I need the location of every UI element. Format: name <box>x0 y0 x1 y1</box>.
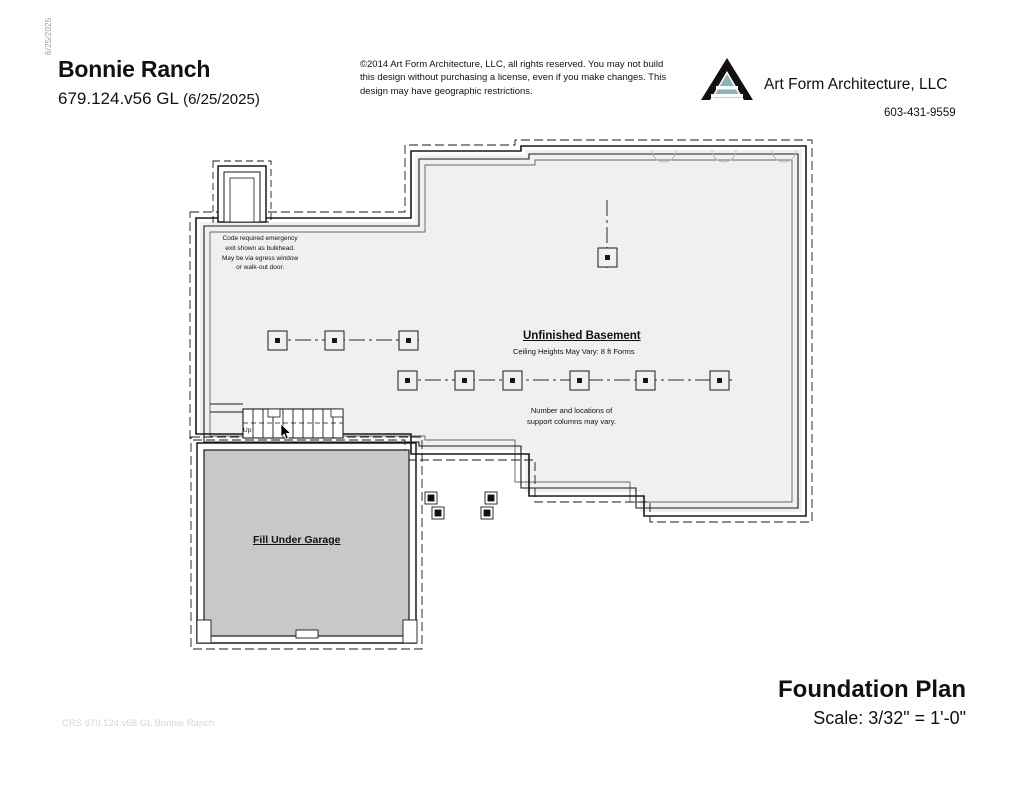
stair-direction-label: Up <box>243 427 252 434</box>
vertical-date-stamp: 6/25/2025 <box>44 17 53 55</box>
pier-footings <box>425 492 497 519</box>
project-number: 679.124.v56 GL <box>58 89 179 109</box>
project-date: (6/25/2025) <box>183 91 260 109</box>
bulkhead-egress <box>213 161 271 222</box>
sheet-scale: Scale: 3/32" = 1'-0" <box>813 708 966 728</box>
sheet-title: Foundation Plan <box>778 676 966 703</box>
firm-phone: 603-431-9559 <box>884 107 956 119</box>
room-label-fill-under-garage: Fill Under Garage <box>253 534 341 546</box>
mouse-cursor <box>281 424 293 440</box>
copyright-notice: ©2014 Art Form Architecture, LLC, all rights reserved. You may not build this design without purchasing a license, even if you make changes. This design may have geographic restrictions. <box>360 59 667 97</box>
firm-name: Art Form Architecture, LLC <box>764 76 948 93</box>
room-label-unfinished-basement: Unfinished Basement <box>523 330 641 342</box>
basement-stair <box>243 409 343 438</box>
file-code-watermark: CRS 679.124.v56 GL Bonnie Ranch <box>62 718 215 729</box>
page-title: Bonnie Ranch <box>58 56 211 82</box>
ceiling-height-note: Ceiling Heights May Vary: 8 ft Forms <box>513 347 635 356</box>
support-column-note: Number and locations of support columns may vary. <box>527 406 617 426</box>
egress-note: Code required emergency exit shown as bulkhead. May be via egress window or walk-out door. <box>222 235 299 272</box>
